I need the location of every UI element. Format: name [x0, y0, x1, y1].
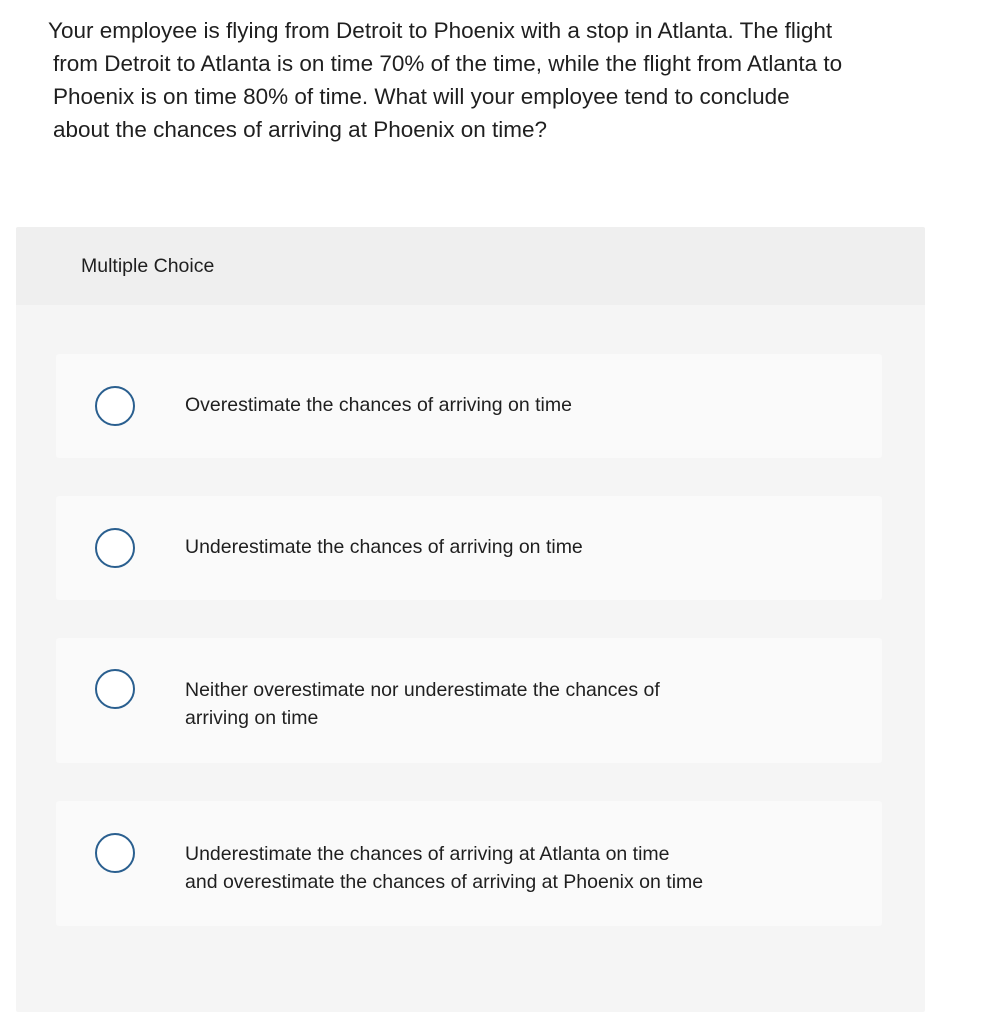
answer-option-text [185, 676, 825, 732]
question-line: from Detroit to Atlanta is on time 70% of the time, while the flight from Atlanta to [53, 51, 843, 76]
radio-button-icon[interactable] [95, 669, 135, 709]
radio-button-icon[interactable] [95, 833, 135, 873]
answer-option-2[interactable] [56, 496, 882, 600]
answer-option-text [185, 840, 825, 896]
question-line: about the chances of arriving at Phoenix on time? [53, 117, 548, 142]
answer-option-line: arriving on time [185, 707, 319, 729]
answer-option-text [185, 533, 825, 561]
answer-option-3[interactable] [56, 638, 882, 763]
radio-button-icon[interactable] [95, 386, 135, 426]
answer-option-line: and overestimate the chances of arriving at Phoenix on time [185, 871, 704, 893]
answer-option-1[interactable] [56, 354, 882, 458]
answer-option-line: Underestimate the chances of arriving on time [185, 536, 583, 558]
answer-option-text [185, 391, 825, 419]
radio-button-icon[interactable] [95, 528, 135, 568]
answer-option-line: Neither overestimate nor underestimate the chances of [185, 679, 660, 701]
answer-option-4[interactable] [56, 801, 882, 926]
question-line: Phoenix is on time 80% of time. What will your employee tend to conclude [53, 84, 790, 109]
question-text [48, 14, 928, 146]
multiple-choice-label: Multiple Choice [81, 255, 215, 277]
multiple-choice-panel [16, 227, 925, 1012]
question-line: Your employee is flying from Detroit to Phoenix with a stop in Atlanta. The flight [48, 18, 833, 43]
multiple-choice-header [16, 227, 925, 305]
answer-option-line: Overestimate the chances of arriving on time [185, 394, 572, 416]
answer-option-line: Underestimate the chances of arriving at Atlanta on time [185, 843, 670, 865]
